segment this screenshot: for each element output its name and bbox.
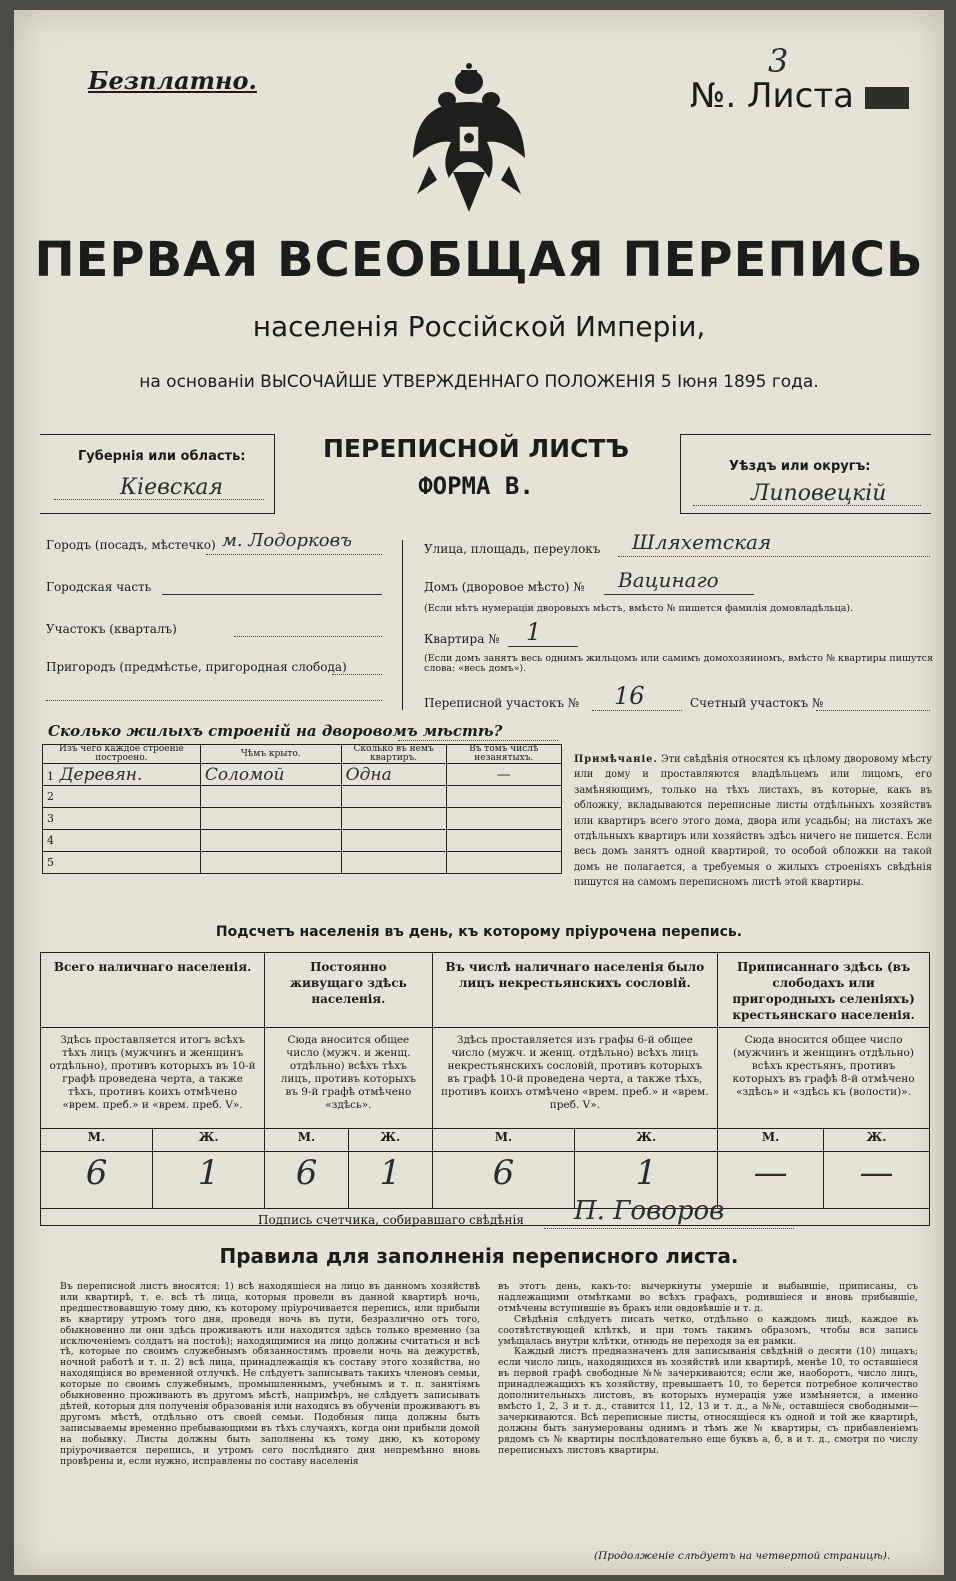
house-value: Вацинаго <box>618 568 719 592</box>
row-number: 3 <box>47 812 54 825</box>
female-label: Ж. <box>348 1129 432 1152</box>
male-label: М. <box>265 1129 349 1152</box>
buildings-table <box>42 744 562 874</box>
house-note: (Если нѣтъ нумераціи дворовыхъ мѣстъ, вмѣсто № пишется фамилія домовладѣльца). <box>424 603 854 614</box>
sheet-number-label <box>690 76 909 116</box>
pop-col-resident-head: Постоянно живущаго здѣсь населенія. <box>265 953 432 1028</box>
row-number: 2 <box>47 790 54 803</box>
district-label: Уѣздъ или округъ: <box>729 459 871 474</box>
male-label: М. <box>432 1129 575 1152</box>
rules-column-left: Въ переписной листъ вносятся: 1) всѣ находящіеся на лицо въ данномъ хозяйствѣ или квартирѣ, т. е. всѣ тѣ лица, которыя провели въ данной квартирѣ ночь, предшествовавшую тому дню, къ которому пріурочивается перепись, или прибыли въ квартиру утромъ того дня, проведя ночь въ пути, безразлично отъ того, обыкновенно ли они здѣсь проживаютъ или находятся здѣсь только временно (за исключеніемъ солдатъ на постоѣ); находящимися на лицо должны считаться и всѣ тѣ, которые по своимъ служебнымъ обязанностямъ провели ночь на дежурствѣ, ночной работѣ и т. п. 2) всѣ лица, принадлежащія къ составу этого хозяйства, но находящіяся во временной отлучкѣ. Не слѣдуетъ записывать такихъ членовъ семьи, которые по своимъ служебнымъ, промышленнымъ, учебнымъ и т. п. занятіямъ обыкновенно проживаютъ въ другомъ мѣстѣ, напримѣръ, не слѣдуетъ записывать дѣтей, которыя для полученія образованія или находясь въ обученіи проживаютъ въ другомъ мѣстѣ, отдѣльно отъ своей семьи. Подобныя лица должны быть записываемы временно пребывающими въ тѣхъ случаяхъ, когда они прибыли домой на побывку. Листы должны быть заполнены къ тому дню, къ которому пріурочивается перепись, и утромъ сего послѣдняго дня непремѣнно вновь провѣрены и, если нужно, исправлены по составу населенія <box>60 1282 480 1467</box>
main-title: ПЕРВАЯ ВСЕОБЩАЯ ПЕРЕПИСЬ <box>34 232 924 288</box>
pop-col-nonpeasant-desc: Здѣсь проставляется изъ графы 6-й общее число (мужч. и женщ. отдѣльно) всѣхъ лицъ некрестьянскихъ сословій, противъ которыхъ въ графѣ 10-й проведена черта, а также тѣхъ, противъ коихъ отмѣчено «врем. преб.» и «врем. преб. V». <box>432 1028 718 1129</box>
street-value: Шляхетская <box>632 530 772 554</box>
apartment-value: 1 <box>526 618 542 646</box>
free-label: Безплатно. <box>88 66 257 95</box>
pop-col-total-desc: Здѣсь проставляется итогъ всѣхъ тѣхъ лицъ (мужчинъ и женщинъ отдѣльно), противъ которыхъ въ 10-й графѣ проведена черта, а также тѣхъ, противъ коихъ отмѣчено «врем. преб.» и «врем. преб. V». <box>41 1028 265 1129</box>
total-male-count: 6 <box>41 1152 153 1209</box>
count-area-label: Счетный участокъ № <box>690 696 824 710</box>
female-label: Ж. <box>575 1129 718 1152</box>
province-label: Губернія или область: <box>78 449 246 464</box>
row-vacant: — <box>446 764 561 786</box>
apartment-label: Квартира № <box>424 632 500 646</box>
total-female-count: 1 <box>153 1152 265 1209</box>
census-form-page <box>14 10 944 1575</box>
row-number: 4 <box>47 834 54 847</box>
buildings-header-row <box>43 745 562 764</box>
row-number: 1 <box>47 770 54 783</box>
district-box <box>680 434 931 514</box>
rules-paragraph: Свѣдѣнія слѣдуетъ писать четко, отдѣльно о каждомъ лицѣ, каждое въ соотвѣтствующей клѣткѣ, и при томъ такимъ образомъ, чтобы вся запись умѣщалась внутри клѣтки, отнюдь не переходя за ея рамки. <box>498 1313 918 1347</box>
peasant-female-count: — <box>824 1152 930 1209</box>
city-label: Городъ (посадъ, мѣстечко) <box>46 538 216 552</box>
pop-col-total-head: Всего наличнаго населенія. <box>41 953 265 1028</box>
double-headed-eagle-icon <box>409 62 529 214</box>
blotted-number-mark <box>865 87 909 109</box>
subtitle: населенія Россійской Имперіи, <box>252 310 706 343</box>
row-roof: Соломой <box>200 764 341 786</box>
population-mf-row <box>41 1129 930 1152</box>
row-apartments: Одна <box>341 764 446 786</box>
population-values-row <box>41 1152 930 1209</box>
male-label: М. <box>41 1129 153 1152</box>
table-row <box>43 786 562 808</box>
rules-paragraph: Каждый листъ предназначенъ для записыванія свѣдѣній о десяти (10) лицахъ; если число лицъ, находящихся въ хозяйствѣ или квартирѣ, менѣе 10, то оставшіеся въ первой графѣ свободные №№ зачеркиваются; если же, наоборотъ, число лицъ, принадлежащихъ къ хозяйству, превышаетъ 10, то берется потребное количество дополнительныхъ листовъ, въ которыхъ нумерація уже измѣняется, а именно вмѣсто 1, 2, 3 и т. д., ставится 11, 12, 13 и т. д., а №№, оставшіеся свободными—зачеркиваются. Всѣ переписные листы, относящіеся къ одной и той же квартирѣ, должны быть занумерованы однимъ и тѣмъ же № квартиры, съ прибавленіемъ рядомъ съ № квартиры послѣдовательно еще буквъ а, б, в и т. д., смотря по числу переписныхъ листовъ квартиры. <box>498 1346 918 1456</box>
rules-column-right <box>498 1282 918 1554</box>
signature-label: Подпись счетчика, собиравшаго свѣдѣнія <box>258 1213 524 1227</box>
col-vacant: Въ томъ числѣ незанятыхъ. <box>446 745 561 764</box>
rules-continued: (Продолженіе слѣдуетъ на четвертой страницѣ). <box>594 1550 891 1562</box>
col-material: Изъ чего каждое строеніе построено. <box>43 745 201 764</box>
male-label: М. <box>718 1129 824 1152</box>
row-material: Деревян. <box>59 765 143 785</box>
population-desc-row <box>41 1028 930 1129</box>
precinct-label: Участокъ (кварталъ) <box>46 622 177 636</box>
district-value: Липовецкій <box>751 481 887 506</box>
population-head-row <box>41 953 930 1028</box>
col-roof: Чѣмъ крыто. <box>200 745 341 764</box>
col-apartments: Сколько въ немъ квартиръ. <box>341 745 446 764</box>
apartment-note: (Если домъ занятъ весь однимъ жильцомъ или самимъ домохозяиномъ, вмѣсто № квартиры пишутся слова: «весь домъ»). <box>424 653 933 674</box>
province-box <box>40 434 275 514</box>
population-table <box>40 952 930 1226</box>
buildings-note <box>574 752 932 891</box>
form-letter: ФОРМА В. <box>418 472 534 500</box>
rules-paragraph: въ этотъ день, какъ-то: вычеркнуты умершіе и выбывшіе, приписаны, съ надлежащими отмѣтками во всѣхъ графахъ, родившіеся и вновь прибывшіе, отмѣчены вступившіе въ бракъ или овдовѣвшіе и т. д. <box>498 1282 918 1314</box>
resident-male-count: 6 <box>265 1152 349 1209</box>
pop-col-peasant-desc: Сюда вносится общее число (мужчинъ и женщинъ отдѣльно) всѣхъ крестьянъ, противъ которыхъ въ графѣ 8-й отмѣчено «здѣсь» и «здѣсь къ (волости)». <box>718 1028 930 1129</box>
table-row <box>43 852 562 874</box>
census-area-label: Переписной участокъ № <box>424 696 580 710</box>
street-label: Улица, площадь, переулокъ <box>424 542 601 556</box>
peasant-male-count: — <box>718 1152 824 1209</box>
nonpeasant-male-count: 6 <box>432 1152 575 1209</box>
province-value: Кіевская <box>120 475 224 500</box>
rules-title: Правила для заполненія переписного листа. <box>219 1244 739 1268</box>
pop-col-nonpeasant-head: Въ числѣ наличнаго населенія было лицъ некрестьянскихъ сословій. <box>432 953 718 1028</box>
table-row <box>43 830 562 852</box>
census-area-value: 16 <box>614 682 645 710</box>
table-row <box>43 764 562 786</box>
resident-female-count: 1 <box>348 1152 432 1209</box>
female-label: Ж. <box>824 1129 930 1152</box>
nonpeasant-female-count: 1 <box>575 1152 718 1209</box>
city-part-label: Городская часть <box>46 580 152 594</box>
row-number: 5 <box>47 856 54 869</box>
pop-col-peasant-head: Приписаннаго здѣсь (въ слободахъ или пригородныхъ селеніяхъ) крестьянскаго населенія. <box>718 953 930 1028</box>
suburb-label: Пригородъ (предмѣстье, пригородная слобода) <box>46 660 347 674</box>
pop-col-resident-desc: Сюда вносится общее число (мужч. и женщ. отдѣльно) всѣхъ тѣхъ лицъ, противъ которыхъ въ 9-й графѣ отмѣчено «здѣсь». <box>265 1028 432 1129</box>
buildings-question: Сколько жилыхъ строеній на дворовомъ мѣстѣ? <box>48 722 503 740</box>
basis-line: на основаніи ВЫСОЧАЙШЕ УТВЕРЖДЕННАГО ПОЛОЖЕНІЯ 5 Іюня 1895 года. <box>139 372 819 392</box>
note-title: Примѣчаніе. <box>574 754 658 765</box>
note-text: Эти свѣдѣнія относятся къ цѣлому дворовому мѣсту или дому и проставляются владѣльцемъ или лицомъ, его замѣняющимъ, только на тѣхъ листахъ, въ которые, какъ въ обложку, вкладываются переписные листы отдѣльныхъ хозяйствъ или квартиръ всего этого дома, двора или усадьбы; на листахъ же отдѣльныхъ квартиръ или хозяйствъ здѣсь ничего не пишется. Если весь домъ занятъ одной квартирой, то особой обложки на такой домъ не полагается, а требуемыя о жилыхъ строеніяхъ свѣдѣнія пишутся на самомъ переписномъ листѣ этой квартиры. <box>574 754 932 889</box>
signature-value: П. Говоров <box>574 1196 725 1226</box>
female-label: Ж. <box>153 1129 265 1152</box>
form-title: ПЕРЕПИСНОЙ ЛИСТЪ <box>323 434 629 463</box>
population-title: Подсчетъ населенія въ день, къ которому пріурочена перепись. <box>215 924 743 940</box>
city-value: м. Лодорковъ <box>222 530 353 551</box>
house-label: Домъ (дворовое мѣсто) № <box>424 580 585 594</box>
table-row <box>43 808 562 830</box>
sheet-label: №. Листа <box>690 76 854 116</box>
sheet-number: 3 <box>768 42 789 80</box>
